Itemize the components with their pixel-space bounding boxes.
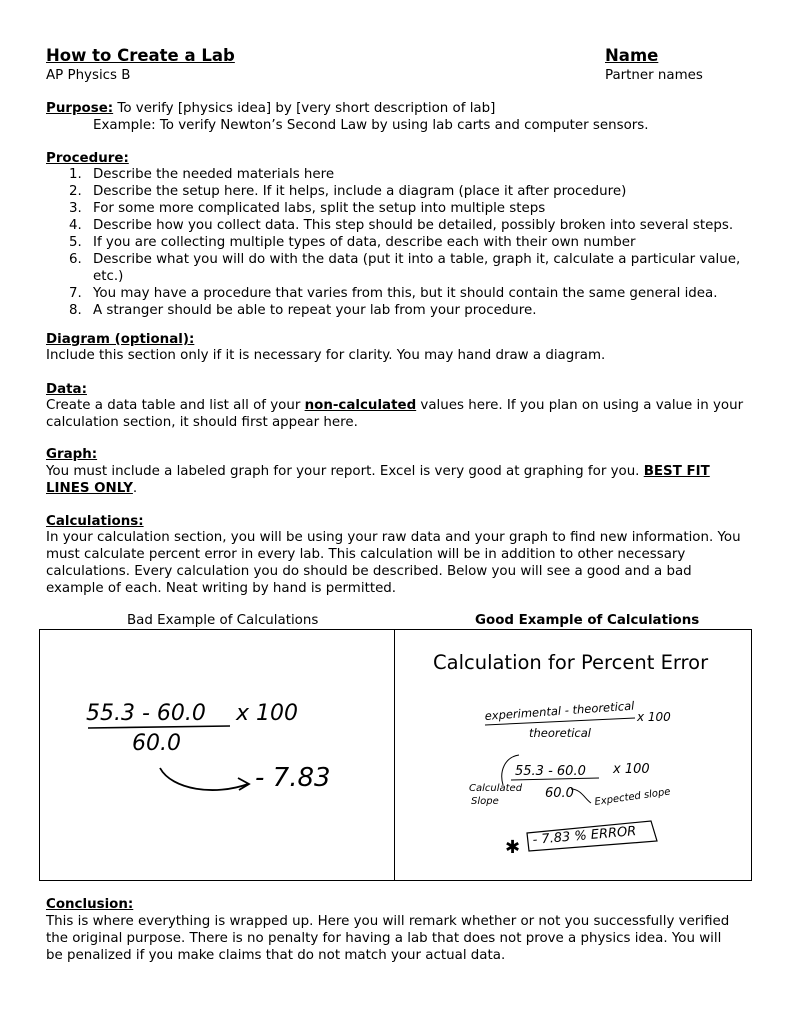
purpose-heading: Purpose: [46, 101, 114, 116]
good-example-drawing [395, 685, 751, 879]
list-item: 5. If you are collecting multiple types of data, describe each with their own number [69, 235, 636, 250]
good-numerator: 55.3 - 60.0 [515, 764, 586, 779]
calculations-text: In your calculation section, you will be using your raw data and your graph to find new information. You must calculate percent error in every lab. This calculation will be in addition to other necessary calculations. Every calculation you do should be described. Below you will see a good and a bad example of each. Neat writing by hand is permitted. [46, 530, 741, 596]
partner-names-label: Partner names [605, 68, 703, 83]
good-note-expected: Expected slope [593, 786, 672, 808]
bad-arrow [160, 768, 248, 790]
good-arrow-right [571, 789, 591, 803]
name-label: Name [605, 46, 659, 65]
good-note-slope: Slope [471, 796, 499, 807]
bad-numerator: 55.3 - 60.0 [86, 701, 206, 726]
conclusion-heading: Conclusion: [46, 897, 134, 912]
data-text: Create a data table and list all of your non-calculated values here. If you plan on using a value in your calculation section, it should first appear here. [46, 398, 744, 430]
list-item-continued: etc.) [93, 269, 124, 284]
good-note-calculated: Calculated [469, 783, 523, 794]
page-title: How to Create a Lab [46, 46, 235, 65]
diagram-text: Include this section only if it is necessary for clarity. You may hand draw a diagram. [46, 348, 606, 363]
list-item: 7. You may have a procedure that varies from this, but it should contain the same general idea. [69, 286, 718, 301]
bad-arrowhead [238, 778, 249, 790]
purpose-line [46, 100, 495, 117]
list-item: 3. For some more complicated labs, split the setup into multiple steps [69, 201, 546, 216]
purpose-example: Example: To verify Newton’s Second Law by using lab carts and computer sensors. [93, 118, 649, 133]
procedure-list [47, 166, 740, 319]
bad-denominator: 60.0 [132, 731, 181, 756]
bad-example-caption: Bad Example of Calculations [127, 613, 319, 628]
list-item: 8. A stranger should be able to repeat your lab from your procedure. [69, 303, 537, 318]
list-item: 1. Describe the needed materials here [69, 167, 335, 182]
bad-example-drawing [40, 630, 394, 880]
good-formula-denominator: theoretical [529, 726, 591, 740]
conclusion-text: This is where everything is wrapped up. Here you will remark whether or not you successfully verified the original purpose. There is no penalty for having a lab that does not prove a physics idea. You will be penalized if you make claims that do not match your actual data. [46, 914, 730, 963]
bad-fraction-bar [88, 726, 230, 728]
good-example-title: Calculation for Percent Error [433, 651, 709, 674]
good-formula-times: x 100 [637, 710, 671, 724]
list-item: 4. Describe how you collect data. This step should be detailed, possibly broken into several steps. [69, 218, 734, 233]
procedure-heading: Procedure: [46, 151, 129, 166]
graph-heading: Graph: [46, 447, 98, 462]
best-fit-emphasis: BEST FIT LINES ONLY [46, 464, 710, 496]
bad-result: - 7.83 [255, 763, 331, 793]
graph-text: You must include a labeled graph for your report. Excel is very good at graphing for you. BEST FIT LINES ONLY. [46, 464, 710, 496]
good-example-caption: Good Example of Calculations [475, 613, 700, 628]
calculations-heading: Calculations: [46, 514, 144, 529]
star-icon: ✱ [505, 837, 521, 858]
list-item: 2. Describe the setup here. If it helps, include a diagram (place it after procedure) [69, 184, 627, 199]
good-formula-numerator: experimental - theoretical [484, 698, 635, 723]
list-item: 6. Describe what you will do with the data (put it into a table, graph it, calculate a particular value, [69, 252, 741, 267]
diagram-heading: Diagram (optional): [46, 332, 195, 347]
good-denominator: 60.0 [545, 786, 574, 801]
course-name: AP Physics B [46, 68, 131, 83]
purpose-text: To verify [physics idea] by [very short description of lab] [117, 101, 496, 116]
good-times: x 100 [613, 762, 650, 777]
good-result: - 7.83 % ERROR [532, 823, 637, 848]
non-calculated-emphasis: non-calculated [304, 398, 417, 413]
bad-times: x 100 [236, 701, 299, 726]
data-heading: Data: [46, 382, 87, 397]
